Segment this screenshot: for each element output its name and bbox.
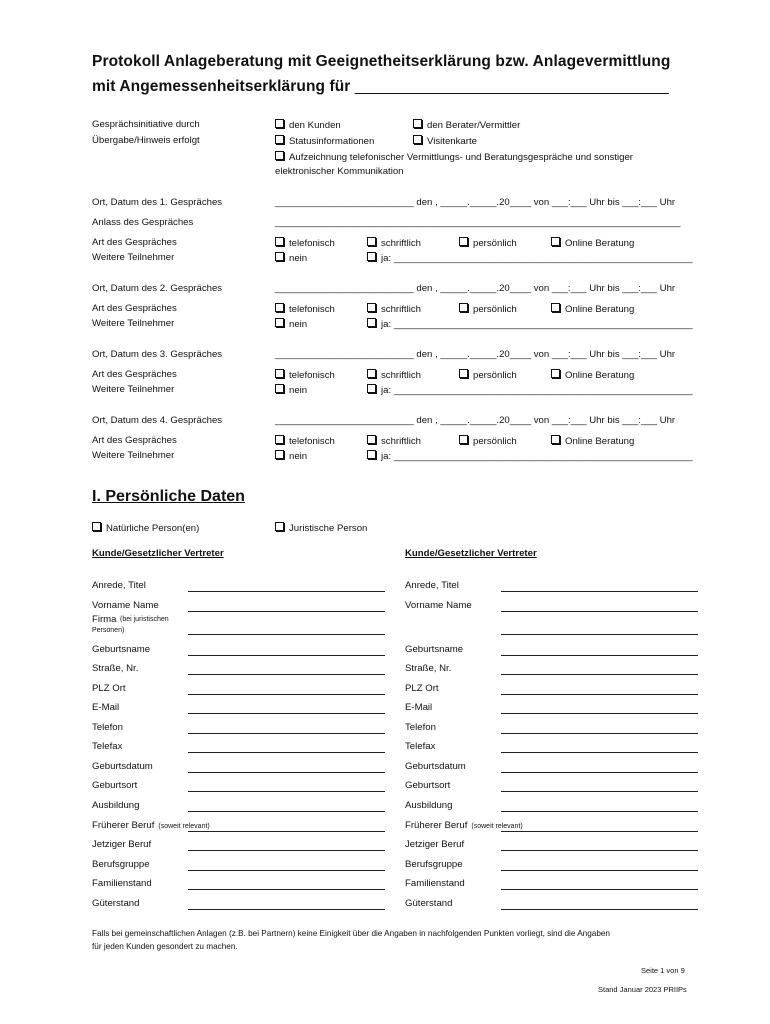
checkbox-icon[interactable] — [459, 303, 468, 312]
field-label-text: Telefax — [405, 741, 436, 752]
checkbox-ja-4[interactable] — [367, 450, 693, 462]
checkbox-schriftlich-3[interactable] — [367, 369, 421, 381]
field-label-text: Geburtsort — [405, 780, 451, 791]
field-label-text: Familienstand — [405, 878, 465, 889]
checkbox-label: nein — [289, 319, 308, 330]
checkbox-icon[interactable] — [275, 369, 284, 378]
checkbox-ja-3[interactable] — [367, 384, 693, 396]
left-field-label — [92, 898, 139, 909]
column-header-right: Kunde/Gesetzlicher Vertreter — [405, 548, 537, 559]
checkbox-online-3[interactable] — [551, 369, 634, 381]
left-input-line[interactable] — [188, 655, 385, 656]
checkbox-schriftlich-2[interactable] — [367, 303, 421, 315]
checkbox-nein-4[interactable] — [275, 450, 307, 462]
field-label-text: Telefon — [92, 722, 123, 733]
checkbox-label: ja: — [381, 253, 394, 264]
page-title-line-2 — [92, 78, 669, 96]
checkbox-label: persönlich — [473, 436, 517, 447]
checkbox-label: Online Beratung — [565, 436, 635, 447]
ja-line[interactable]: ________________________________________________________ — [393, 319, 693, 330]
ort-datum-label-4: Ort, Datum des 4. Gespräches — [92, 415, 223, 426]
right-input-line[interactable] — [501, 655, 698, 656]
left-input-line[interactable] — [188, 870, 385, 871]
checkbox-icon[interactable] — [275, 384, 284, 393]
checkbox-label: schriftlich — [381, 436, 421, 447]
checkbox-telefonisch-1[interactable] — [275, 237, 335, 249]
right-field-label — [405, 683, 439, 694]
right-input-line[interactable] — [501, 733, 698, 734]
field-label-text: Ausbildung — [92, 800, 140, 811]
left-field-label — [92, 839, 151, 850]
left-input-line[interactable] — [188, 591, 385, 592]
field-label-text: PLZ Ort — [92, 683, 126, 694]
field-label-text: Anrede, Titel — [92, 580, 146, 591]
checkbox-den-berater[interactable] — [413, 119, 520, 131]
checkbox-nein-2[interactable] — [275, 318, 307, 330]
checkbox-persoenlich-3[interactable] — [459, 369, 517, 381]
checkbox-label: ja: — [381, 319, 394, 330]
checkbox-telefonisch-2[interactable] — [275, 303, 335, 315]
left-input-line[interactable] — [188, 850, 385, 851]
checkbox-nein-3[interactable] — [275, 384, 307, 396]
checkbox-icon[interactable] — [367, 303, 376, 312]
checkbox-label: Online Beratung — [565, 238, 635, 249]
left-field-label — [92, 859, 150, 870]
right-field-label — [405, 580, 459, 591]
left-field-label — [92, 580, 146, 591]
right-field-label — [405, 878, 465, 889]
right-input-line[interactable] — [501, 870, 698, 871]
uebergabe-label: Übergabe/Hinweis erfolgt — [92, 135, 200, 146]
checkbox-aufzeichnung[interactable] — [275, 151, 633, 163]
checkbox-online-2[interactable] — [551, 303, 634, 315]
right-field-label — [405, 761, 466, 772]
right-input-line[interactable] — [501, 634, 698, 635]
stand-note: Stand Januar 2023 PRIIPs — [598, 985, 687, 994]
left-input-line[interactable] — [188, 634, 385, 635]
left-input-line[interactable] — [188, 772, 385, 773]
field-label-text: Telefax — [92, 741, 123, 752]
checkbox-label: persönlich — [473, 238, 517, 249]
checkbox-icon[interactable] — [413, 119, 422, 128]
right-input-line[interactable] — [501, 694, 698, 695]
left-input-line[interactable] — [188, 811, 385, 812]
teilnehmer-label-4: Weitere Teilnehmer — [92, 450, 175, 461]
right-field-label — [405, 663, 451, 674]
checkbox-icon[interactable] — [551, 303, 560, 312]
checkbox-statusinformationen[interactable] — [275, 135, 374, 147]
aufzeichnung-continued: elektronischer Kommunikation — [275, 166, 404, 177]
column-header-left: Kunde/Gesetzlicher Vertreter — [92, 548, 224, 559]
checkbox-label: persönlich — [473, 304, 517, 315]
ja-line[interactable]: ________________________________________________________ — [393, 253, 693, 264]
anlass-label: Anlass des Gespräches — [92, 217, 194, 228]
art-label-3: Art des Gespräches — [92, 369, 177, 380]
checkbox-icon[interactable] — [367, 435, 376, 444]
checkbox-icon[interactable] — [275, 450, 284, 459]
field-label-text: Jetziger Beruf — [92, 839, 152, 850]
left-field-label — [92, 600, 159, 611]
checkbox-label: telefonisch — [289, 436, 335, 447]
field-label-text: Berufsgruppe — [92, 859, 150, 870]
left-field-label — [92, 702, 119, 713]
checkbox-icon[interactable] — [413, 135, 422, 144]
field-label-text: Früherer Beruf — [405, 820, 468, 831]
field-label-text: Straße, Nr. — [405, 663, 452, 674]
teilnehmer-label-1: Weitere Teilnehmer — [92, 252, 175, 263]
right-input-line[interactable] — [501, 772, 698, 773]
teilnehmer-label-3: Weitere Teilnehmer — [92, 384, 175, 395]
firma-note: (bei juristischen — [120, 616, 169, 623]
checkbox-icon[interactable] — [275, 252, 284, 261]
right-field-label — [405, 644, 463, 655]
initiative-label: Gesprächsinitiative durch — [92, 119, 200, 130]
right-field-label — [405, 600, 472, 611]
checkbox-icon[interactable] — [275, 303, 284, 312]
checkbox-natuerliche-person[interactable] — [92, 522, 199, 534]
right-field-label — [405, 859, 463, 870]
field-label-text: Güterstand — [405, 898, 453, 909]
ort-datum-line-4[interactable]: __________________________ den , _____._____.20____ von ___:___ Uhr bis ___:___ Uhr — [275, 415, 676, 426]
checkbox-visitenkarte[interactable] — [413, 135, 477, 147]
checkbox-label: schriftlich — [381, 238, 421, 249]
field-label-text: PLZ Ort — [405, 683, 439, 694]
field-label-text: E-Mail — [405, 702, 433, 713]
checkbox-ja-2[interactable] — [367, 318, 693, 330]
page-number: Seite 1 von 9 — [641, 966, 685, 975]
checkbox-persoenlich-4[interactable] — [459, 435, 517, 447]
field-label-text: Telefon — [405, 722, 436, 733]
section-title-persoenliche-daten: I. Persönliche Daten — [92, 488, 245, 505]
checkbox-icon[interactable] — [459, 237, 468, 246]
left-field-label — [92, 741, 122, 752]
checkbox-label: den Kunden — [289, 120, 341, 131]
left-field-label — [92, 683, 126, 694]
right-input-line[interactable] — [501, 909, 698, 910]
checkbox-label: Aufzeichnung telefonischer Vermittlungs- und Beratungsgespräche und sonstiger — [289, 152, 633, 163]
art-label-4: Art des Gespräches — [92, 435, 177, 446]
checkbox-label: schriftlich — [381, 370, 421, 381]
checkbox-label: Statusinformationen — [289, 136, 375, 147]
checkbox-label: nein — [289, 385, 308, 396]
art-label-2: Art des Gespräches — [92, 303, 177, 314]
checkbox-online-1[interactable] — [551, 237, 634, 249]
left-input-line[interactable] — [188, 694, 385, 695]
left-field-label — [92, 820, 210, 831]
checkbox-icon[interactable] — [551, 237, 560, 246]
checkbox-label: nein — [289, 451, 308, 462]
page-title-line-1: Protokoll Anlageberatung mit Geeignetheitserklärung bzw. Anlagevermittlung — [92, 53, 671, 70]
checkbox-label: Juristische Person — [289, 523, 368, 534]
right-input-line[interactable] — [501, 611, 698, 612]
art-label-1: Art des Gespräches — [92, 237, 177, 248]
checkbox-icon[interactable] — [275, 119, 284, 128]
left-field-label — [92, 644, 150, 655]
field-label-text: E-Mail — [92, 702, 120, 713]
ort-datum-line-2[interactable]: __________________________ den , _____._____.20____ von ___:___ Uhr bis ___:___ Uhr — [275, 283, 676, 294]
checkbox-icon[interactable] — [275, 135, 284, 144]
right-input-line[interactable] — [501, 850, 698, 851]
right-input-line[interactable] — [501, 811, 698, 812]
right-input-line[interactable] — [501, 889, 698, 890]
checkbox-icon[interactable] — [275, 318, 284, 327]
field-label-text: Geburtsname — [92, 644, 151, 655]
left-input-line[interactable] — [188, 791, 385, 792]
ja-line[interactable]: ________________________________________________________ — [393, 385, 693, 396]
right-input-line[interactable] — [501, 752, 698, 753]
field-label-text: Vorname Name — [405, 600, 472, 611]
checkbox-label: Visitenkarte — [427, 136, 477, 147]
checkbox-icon[interactable] — [367, 450, 376, 459]
anlass-line[interactable]: ____________________________________________________________________________ — [275, 217, 681, 228]
checkbox-telefonisch-4[interactable] — [275, 435, 335, 447]
checkbox-label: schriftlich — [381, 304, 421, 315]
field-label-text: Früherer Beruf — [92, 820, 155, 831]
checkbox-juristische-person[interactable] — [275, 522, 367, 534]
ort-datum-line-3[interactable]: __________________________ den , _____._____.20____ von ___:___ Uhr bis ___:___ Uhr — [275, 349, 676, 360]
checkbox-icon[interactable] — [459, 435, 468, 444]
field-label-text: Ausbildung — [405, 800, 453, 811]
ort-datum-line-1[interactable]: __________________________ den , _____._____.20____ von ___:___ Uhr bis ___:___ Uhr — [275, 197, 676, 208]
checkbox-icon[interactable] — [275, 151, 284, 160]
checkbox-icon[interactable] — [275, 522, 284, 531]
left-input-line[interactable] — [188, 674, 385, 675]
checkbox-label: den Berater/Vermittler — [427, 120, 521, 131]
right-field-label — [405, 800, 452, 811]
left-input-line[interactable] — [188, 752, 385, 753]
ort-datum-label-1: Ort, Datum des 1. Gespräches — [92, 197, 223, 208]
ja-line[interactable]: ________________________________________________________ — [393, 451, 693, 462]
checkbox-online-4[interactable] — [551, 435, 634, 447]
checkbox-icon[interactable] — [367, 252, 376, 261]
left-input-line[interactable] — [188, 889, 385, 890]
checkbox-icon[interactable] — [367, 384, 376, 393]
left-field-label — [92, 614, 117, 625]
checkbox-schriftlich-1[interactable] — [367, 237, 421, 249]
field-label-text: Vorname Name — [92, 600, 159, 611]
right-input-line[interactable] — [501, 674, 698, 675]
checkbox-icon[interactable] — [551, 435, 560, 444]
left-field-label — [92, 878, 152, 889]
right-input-line[interactable] — [501, 591, 698, 592]
left-input-line[interactable] — [188, 611, 385, 612]
teilnehmer-label-2: Weitere Teilnehmer — [92, 318, 175, 329]
right-field-label — [405, 702, 432, 713]
checkbox-icon[interactable] — [367, 318, 376, 327]
title-blank[interactable]: ____________________________________ — [354, 78, 669, 95]
checkbox-icon[interactable] — [367, 369, 376, 378]
left-input-line[interactable] — [188, 713, 385, 714]
footer-note-line-1: Falls bei gemeinschaftlichen Anlagen (z.B. bei Partnern) keine Einigkeit über die Angaben in nachfolgenden Punkten vorliegt, sind die Angaben — [92, 929, 610, 938]
left-field-label — [92, 761, 153, 772]
title-text: mit Angemessenheitserklärung für — [92, 78, 355, 95]
right-field-label — [405, 741, 435, 752]
right-field-label — [405, 839, 464, 850]
firma-note: Personen) — [92, 627, 125, 634]
left-input-line[interactable] — [188, 733, 385, 734]
field-label-text: Straße, Nr. — [92, 663, 139, 674]
checkbox-label: Online Beratung — [565, 370, 635, 381]
right-field-label — [405, 722, 436, 733]
checkbox-icon[interactable] — [367, 237, 376, 246]
left-field-label — [92, 722, 123, 733]
left-field-label — [92, 780, 137, 791]
left-field-label — [92, 800, 139, 811]
field-label-text: Geburtsdatum — [92, 761, 153, 772]
right-input-line[interactable] — [501, 831, 698, 832]
checkbox-label: ja: — [381, 451, 394, 462]
checkbox-den-kunden[interactable] — [275, 119, 341, 131]
checkbox-label: Natürliche Person(en) — [106, 523, 200, 534]
checkbox-telefonisch-3[interactable] — [275, 369, 335, 381]
left-input-line[interactable] — [188, 909, 385, 910]
checkbox-icon[interactable] — [92, 522, 101, 531]
right-input-line[interactable] — [501, 791, 698, 792]
field-label-text: Anrede, Titel — [405, 580, 459, 591]
field-label-text: Berufsgruppe — [405, 859, 463, 870]
checkbox-label: telefonisch — [289, 370, 335, 381]
right-input-line[interactable] — [501, 713, 698, 714]
right-field-label — [405, 780, 450, 791]
field-label-text: Jetziger Beruf — [405, 839, 465, 850]
ort-datum-label-2: Ort, Datum des 2. Gespräches — [92, 283, 223, 294]
right-field-label — [405, 820, 523, 831]
field-label-text: Güterstand — [92, 898, 140, 909]
checkbox-label: telefonisch — [289, 304, 335, 315]
field-label-text: Familienstand — [92, 878, 152, 889]
checkbox-label: persönlich — [473, 370, 517, 381]
footer-note-line-2: für jeden Kunden gesondert zu machen. — [92, 942, 238, 951]
checkbox-label: nein — [289, 253, 308, 264]
left-field-label — [92, 663, 138, 674]
checkbox-schriftlich-4[interactable] — [367, 435, 421, 447]
left-input-line[interactable] — [188, 831, 385, 832]
checkbox-icon[interactable] — [551, 369, 560, 378]
field-note: (soweit relevant) — [158, 823, 210, 830]
ort-datum-label-3: Ort, Datum des 3. Gespräches — [92, 349, 223, 360]
field-label-text: Geburtsdatum — [405, 761, 466, 772]
checkbox-icon[interactable] — [275, 237, 284, 246]
checkbox-label: Online Beratung — [565, 304, 635, 315]
checkbox-label: ja: — [381, 385, 394, 396]
checkbox-icon[interactable] — [459, 369, 468, 378]
checkbox-persoenlich-2[interactable] — [459, 303, 517, 315]
right-field-label — [405, 898, 452, 909]
checkbox-persoenlich-1[interactable] — [459, 237, 517, 249]
checkbox-ja-1[interactable] — [367, 252, 693, 264]
field-note: (soweit relevant) — [471, 823, 523, 830]
field-label-text: Geburtsort — [92, 780, 138, 791]
checkbox-icon[interactable] — [275, 435, 284, 444]
checkbox-nein-1[interactable] — [275, 252, 307, 264]
checkbox-label: telefonisch — [289, 238, 335, 249]
field-label-text: Geburtsname — [405, 644, 464, 655]
field-label-text: Firma — [92, 614, 117, 625]
